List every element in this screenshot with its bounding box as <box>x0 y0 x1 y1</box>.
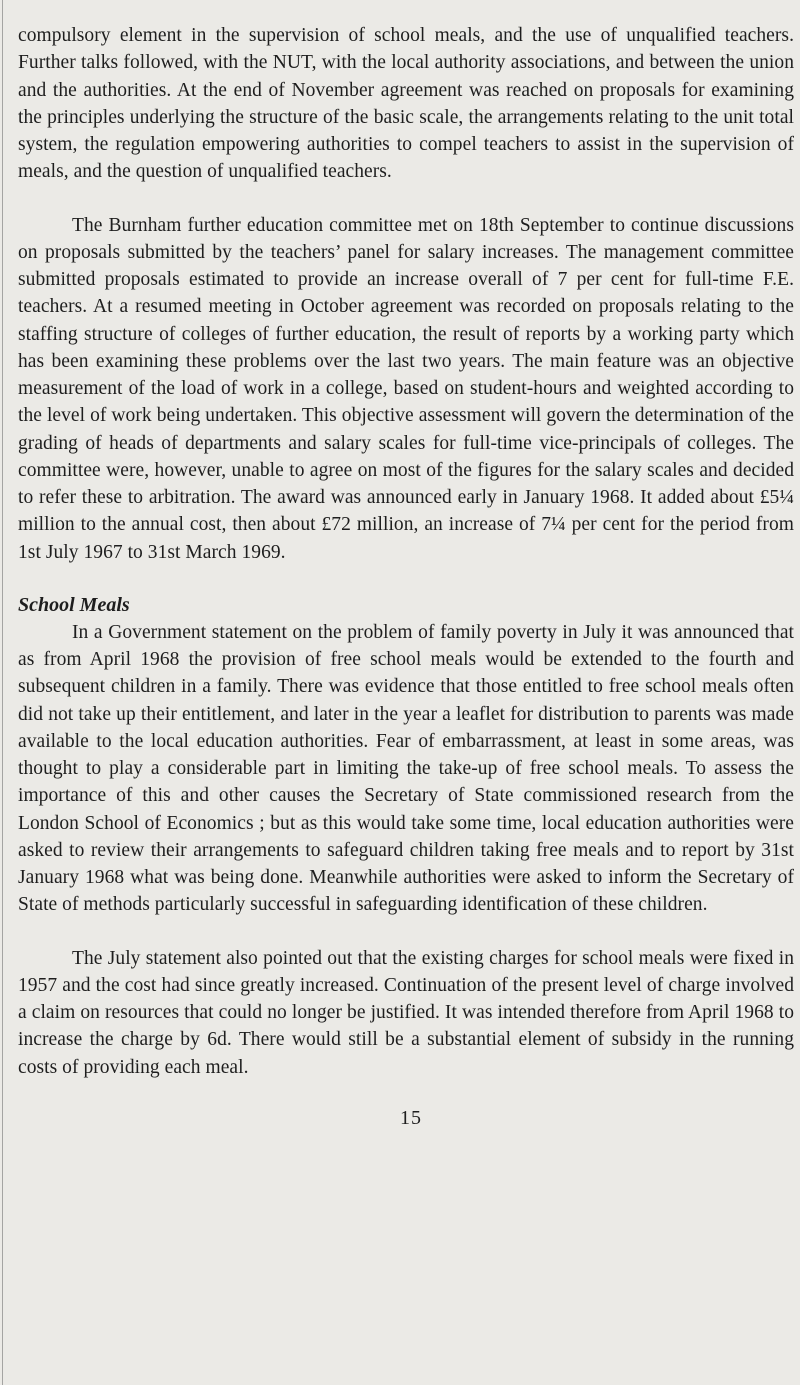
paragraph-meal-charges: The July statement also pointed out that the existing charges for school meals were fixed in 1957 and the cost had since greatly increased. Continuation of the present level of charge involved a claim on resources that could no longer be justified. It was intended therefore from April 1968 to increase the charge by 6d. There would still be a substantial element of subsidy in the running costs of providing each meal. <box>18 947 794 1078</box>
page-number: 15 <box>400 1106 422 1129</box>
document-page <box>18 0 794 1131</box>
paragraph-burnham-committee: The Burnham further education committee met on 18th September to continue discussions on proposals submitted by the teachers’ panel for salary increases. The management committee submitted proposals estimated to provide an increase overall of 7 per cent for full-time F.E. teachers. At a resumed meeting in October agreement was recorded on proposals relating to the staffing structure of colleges of further education, the result of reports by a working party which has been examining these problems over the last two years. The main feature was an objective measurement of the load of work in a college, based on student-hours and weighted according to the level of work being undertaken. This objective assessment will govern the determination of the grading of heads of departments and salary scales for full-time vice-principals of colleges. The committee were, however, unable to agree on most of the figures for the salary scales and decided to refer these to arbitration. The award was announced early in January 1968. It added about £5¼ million to the annual cost, then about £72 million, an increase of 7¼ per cent for the period from 1st July 1967 to 31st March 1969. <box>18 214 794 563</box>
section-heading-school-meals: School Meals <box>18 593 130 616</box>
paragraph-supervision-of-meals: compulsory element in the supervision of school meals, and the use of unqualified teachers. Further talks followed, with the NUT, with the local authority associations, and between the union and the authorities. At the end of November agreement was reached on proposals for examining the principles underlying the structure of the basic scale, the arrangements relating to the unit total system, the regulation empowering authorities to compel teachers to assist in the supervision of meals, and the question of unqualified teachers. <box>18 25 794 183</box>
paragraph-free-school-meals: In a Government statement on the problem of family poverty in July it was announced that as from April 1968 the provision of free school meals would be extended to the fourth and subsequent children in a family. There was evidence that those entitled to free school meals often did not take up their entitlement, and later in the year a leaflet for distribution to parents was made available to the local education authorities. Fear of embarrassment, at least in some areas, was thought to play a considerable part in limiting the take-up of free school meals. To assess the importance of this and other causes the Secretary of State commissioned research from the London School of Economics ; but as this would take some time, local education authorities were asked to review their arrangements to safeguard children taking free meals and to report by 31st January 1968 what was being done. Meanwhile authorities were asked to inform the Secretary of State of methods particularly successful in safeguarding identification of these children. <box>18 621 794 916</box>
page-gutter-line <box>2 0 3 1385</box>
